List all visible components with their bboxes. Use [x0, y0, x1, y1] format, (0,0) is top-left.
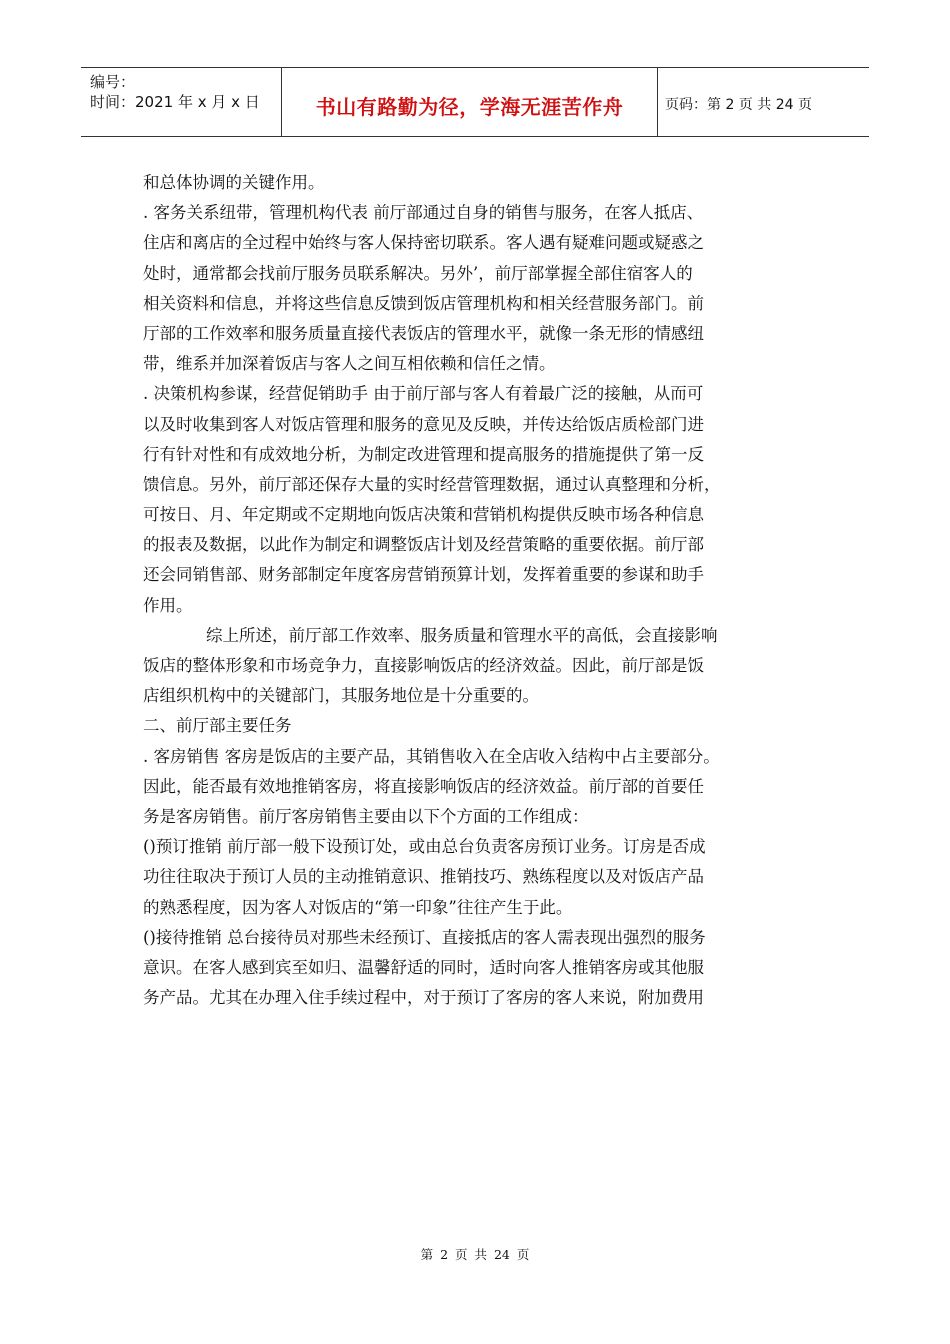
section-heading: 二、前厅部主要任务 — [143, 716, 292, 736]
document-date: 时间：2021 年 x 月 x 日 — [90, 93, 260, 111]
body-line: 以及时收集到客人对饭店管理和服务的意见及反映，并传达给饭店质检部门进 — [143, 414, 704, 434]
body-line: 店组织机构中的关键部门，其服务地位是十分重要的。 — [143, 686, 539, 706]
body-line: 相关资料和信息，并将这些信息反馈到饭店管理机构和相关经营服务部门。前 — [143, 293, 704, 313]
body-line: . 客务关系纽带，管理机构代表 前厅部通过自身的销售与服务，在客人抵店、 — [143, 203, 704, 223]
header-meta — [81, 68, 282, 136]
body-line: 行有针对性和有成效地分析，为制定改进管理和提高服务的措施提供了第一反 — [143, 444, 704, 464]
body-line: 务是客房销售。前厅客房销售主要由以下个方面的工作组成： — [143, 806, 589, 826]
body-line: . 客房销售 客房是饭店的主要产品，其销售收入在全店收入结构中占主要部分。 — [143, 746, 720, 766]
body-line: 处时，通常都会找前厅服务员联系解决。另外’，前厅部掌握全部住宿客人的 — [143, 263, 693, 283]
body-line: 住店和离店的全过程中始终与客人保持密切联系。客人遇有疑难问题或疑惑之 — [143, 233, 704, 253]
body-line: ()预订推销 前厅部一般下设预订处，或由总台负责客房预订业务。订房是否成 — [143, 837, 706, 857]
header-page-code-cell — [658, 68, 869, 136]
body-line: 还会同销售部、财务部制定年度客房营销预算计划，发挥着重要的参谋和助手 — [143, 565, 704, 585]
document-header — [81, 67, 869, 137]
header-motto-cell — [282, 68, 658, 136]
document-body — [143, 168, 823, 1013]
body-line: 务产品。尤其在办理入住手续过程中，对于预订了客房的客人来说，附加费用 — [143, 988, 704, 1008]
body-line: 作用。 — [143, 595, 193, 615]
body-line: 带，维系并加深着饭店与客人之间互相依赖和信任之情。 — [143, 354, 556, 374]
body-line: 功往往取决于预订人员的主动推销意识、推销技巧、熟练程度以及对饭店产品 — [143, 867, 704, 887]
body-line: 意识。在客人感到宾至如归、温馨舒适的同时，适时向客人推销客房或其他服 — [143, 957, 704, 977]
body-line: 的报表及数据，以此作为制定和调整饭店计划及经营策略的重要依据。前厅部 — [143, 535, 704, 555]
body-line: 可按日、月、年定期或不定期地向饭店决策和营销机构提供反映市场各种信息 — [143, 505, 704, 525]
body-line: 厅部的工作效率和服务质量直接代表饭店的管理水平，就像一条无形的情感纽 — [143, 323, 704, 343]
body-line: 的熟悉程度，因为客人对饭店的“第一印象”往往产生于此。 — [143, 897, 573, 917]
document-number-label: 编号： — [90, 73, 136, 91]
header-page-code: 页码：第 2 页 共 24 页 — [665, 97, 812, 113]
body-line: 饭店的整体形象和市场竞争力，直接影响饭店的经济效益。因此，前厅部是饭 — [143, 656, 704, 675]
body-line: 馈信息。另外，前厅部还保存大量的实时经营管理数据，通过认真整理和分析， — [143, 474, 721, 494]
body-line: 因此，能否最有效地推销客房，将直接影响饭店的经济效益。前厅部的首要任 — [143, 776, 704, 796]
body-line: 和总体协调的关键作用。 — [143, 173, 325, 192]
body-line: 综上所述，前厅部工作效率、服务质量和管理水平的高低，会直接影响 — [206, 625, 718, 645]
page-footer: 第 2 页 共 24 页 — [420, 1247, 530, 1262]
body-line: . 决策机构参谋，经营促销助手 由于前厅部与客人有着最广泛的接触，从而可 — [143, 384, 704, 404]
body-line: ()接待推销 总台接待员对那些未经预订、直接抵店的客人需表现出强烈的服务 — [143, 927, 706, 947]
header-motto: 书山有路勤为径，学海无涯苦作舟 — [315, 94, 624, 119]
